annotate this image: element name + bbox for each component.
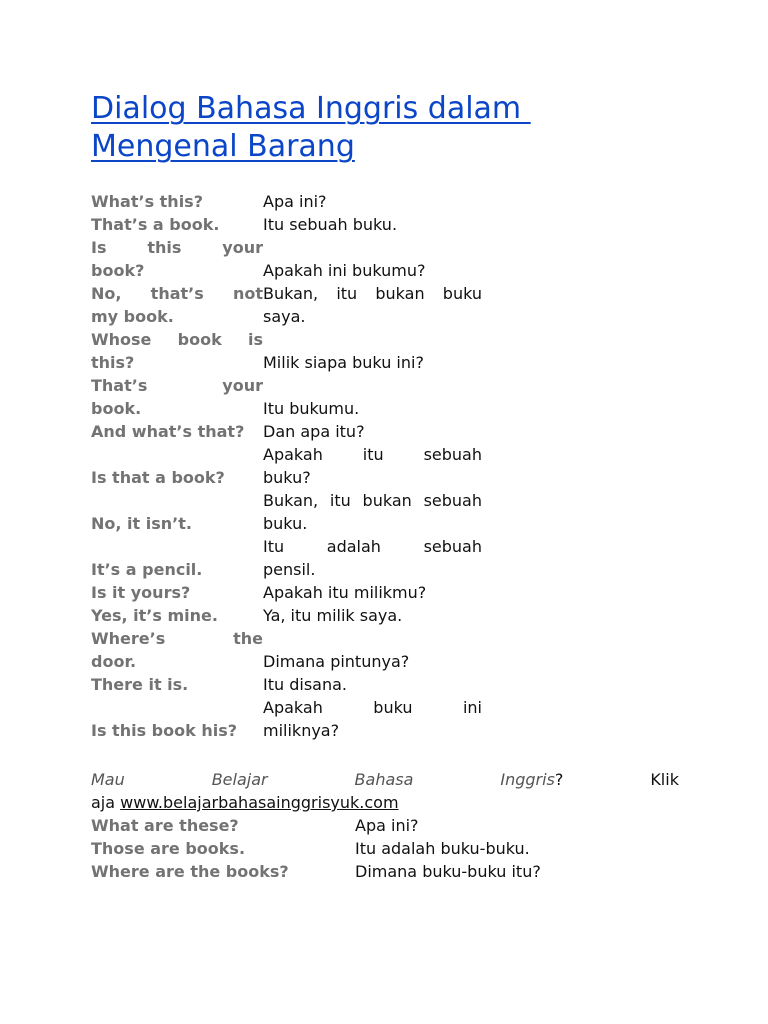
dialog-table <box>91 190 486 742</box>
dialog-english-line: Is that a book? <box>91 468 225 487</box>
promo-paragraph <box>91 768 679 814</box>
dialog-english-line: And what’s that? <box>91 422 245 441</box>
dialog-english-line: Is this your <box>91 238 263 257</box>
promo-link[interactable]: www.belajarbahasainggrisyuk.com <box>120 793 399 812</box>
dialog2-indonesian: Apa ini? <box>355 816 419 835</box>
dialog-indonesian-line: Ya, itu milik saya. <box>263 606 403 625</box>
dialog-english-line: There it is. <box>91 675 189 694</box>
dialog-indonesian-line: Dimana pintunya? <box>263 652 410 671</box>
dialog-english <box>91 512 263 535</box>
dialog-english <box>91 581 263 604</box>
promo-line-2 <box>91 791 679 814</box>
promo-aja: aja <box>91 793 121 812</box>
dialog-indonesian <box>263 282 482 328</box>
dialog-english-line: Where’s the <box>91 629 263 648</box>
dialog-indonesian-line: Dan apa itu? <box>263 422 365 441</box>
dialog-indonesian-line: Milik siapa buku ini? <box>263 353 424 372</box>
dialog-indonesian-line: Itu disana. <box>263 675 347 694</box>
dialog-indonesian <box>263 673 482 696</box>
dialog-indonesian <box>263 581 482 604</box>
dialog-indonesian <box>263 351 482 374</box>
dialog-indonesian-line: Apakah itu milikmu? <box>263 583 427 602</box>
dialog-indonesian-line: Itu sebuah buku. <box>263 215 398 234</box>
dialog-english-line: Is this book his? <box>91 721 237 740</box>
dialog-indonesian-line: Itu adalah sebuah <box>263 537 482 556</box>
dialog-english-line: this? <box>91 353 135 372</box>
dialog-indonesian <box>263 397 482 420</box>
dialog-english <box>91 420 263 443</box>
promo-word-group <box>500 768 563 791</box>
dialog-english-line: Yes, it’s mine. <box>91 606 218 625</box>
dialog-indonesian <box>263 213 482 236</box>
page-title-line-2: Mengenal Barang <box>91 129 355 164</box>
dialog-indonesian <box>263 650 482 673</box>
dialog-english <box>91 466 263 489</box>
dialog-english-line: That’s your <box>91 376 263 395</box>
dialog-english <box>91 673 263 696</box>
dialog-indonesian-line: Bukan, itu bukan buku <box>263 284 482 303</box>
promo-word: Mau <box>91 770 125 789</box>
dialog2-english: What are these? <box>91 816 239 835</box>
dialog-english <box>91 213 263 236</box>
promo-word: Inggris <box>500 770 555 789</box>
dialog-english <box>91 282 263 328</box>
dialog-english <box>91 558 263 581</box>
dialog-english-line: No, that’s not <box>91 284 263 303</box>
promo-line-1 <box>91 768 679 791</box>
dialog-english-line: my book. <box>91 307 174 326</box>
dialog-english <box>91 328 263 374</box>
promo-klik: Klik <box>650 770 679 789</box>
promo-word: Bahasa <box>354 770 414 789</box>
dialog-indonesian-line: Apa ini? <box>263 192 327 211</box>
dialog2-indonesian: Itu adalah buku-buku. <box>355 839 530 858</box>
dialog-english <box>91 719 263 742</box>
dialog-indonesian-line: Apakah itu sebuah <box>263 445 482 464</box>
promo-question-mark: ? <box>554 770 564 789</box>
dialog-indonesian-line: pensil. <box>263 560 316 579</box>
dialog-english <box>91 604 263 627</box>
dialog-indonesian-line: Itu bukumu. <box>263 399 360 418</box>
dialog2-english: Where are the books? <box>91 862 289 881</box>
dialog-english-line: That’s a book. <box>91 215 220 234</box>
dialog-indonesian-line: buku? <box>263 468 311 487</box>
dialog-english <box>91 236 263 282</box>
page-title <box>91 90 531 166</box>
dialog2-english: Those are books. <box>91 839 246 858</box>
dialog-english-line: door. <box>91 652 137 671</box>
dialog-indonesian <box>263 696 482 742</box>
dialog-indonesian <box>263 489 482 535</box>
dialog-english <box>91 374 263 420</box>
dialog-indonesian-line: Apakah buku ini <box>263 698 482 717</box>
dialog-indonesian-line: buku. <box>263 514 308 533</box>
dialog-indonesian-line: Apakah ini bukumu? <box>263 261 426 280</box>
dialog-english-line: It’s a pencil. <box>91 560 203 579</box>
promo-word: Belajar <box>211 770 268 789</box>
dialog-indonesian-line: saya. <box>263 307 306 326</box>
dialog-english-line: book? <box>91 261 145 280</box>
dialog-indonesian <box>263 259 482 282</box>
dialog-indonesian <box>263 190 482 213</box>
dialog2-indonesian: Dimana buku-buku itu? <box>355 862 541 881</box>
dialog-english-line: Is it yours? <box>91 583 191 602</box>
dialog-english <box>91 190 263 213</box>
dialog-indonesian <box>263 535 482 581</box>
dialog-english-line: book. <box>91 399 142 418</box>
dialog-indonesian <box>263 420 482 443</box>
dialog-indonesian <box>263 443 482 489</box>
dialog-english-line: What’s this? <box>91 192 203 211</box>
dialog-english <box>91 627 263 673</box>
dialog-indonesian <box>263 604 482 627</box>
dialog-english-line: Whose book is <box>91 330 263 349</box>
dialog-indonesian-line: miliknya? <box>263 721 340 740</box>
dialog-english-line: No, it isn’t. <box>91 514 192 533</box>
dialog-indonesian-line: Bukan, itu bukan sebuah <box>263 491 482 510</box>
page-title-line-1: Dialog Bahasa Inggris dalam <box>91 91 531 126</box>
dialog-table-2 <box>91 814 615 883</box>
